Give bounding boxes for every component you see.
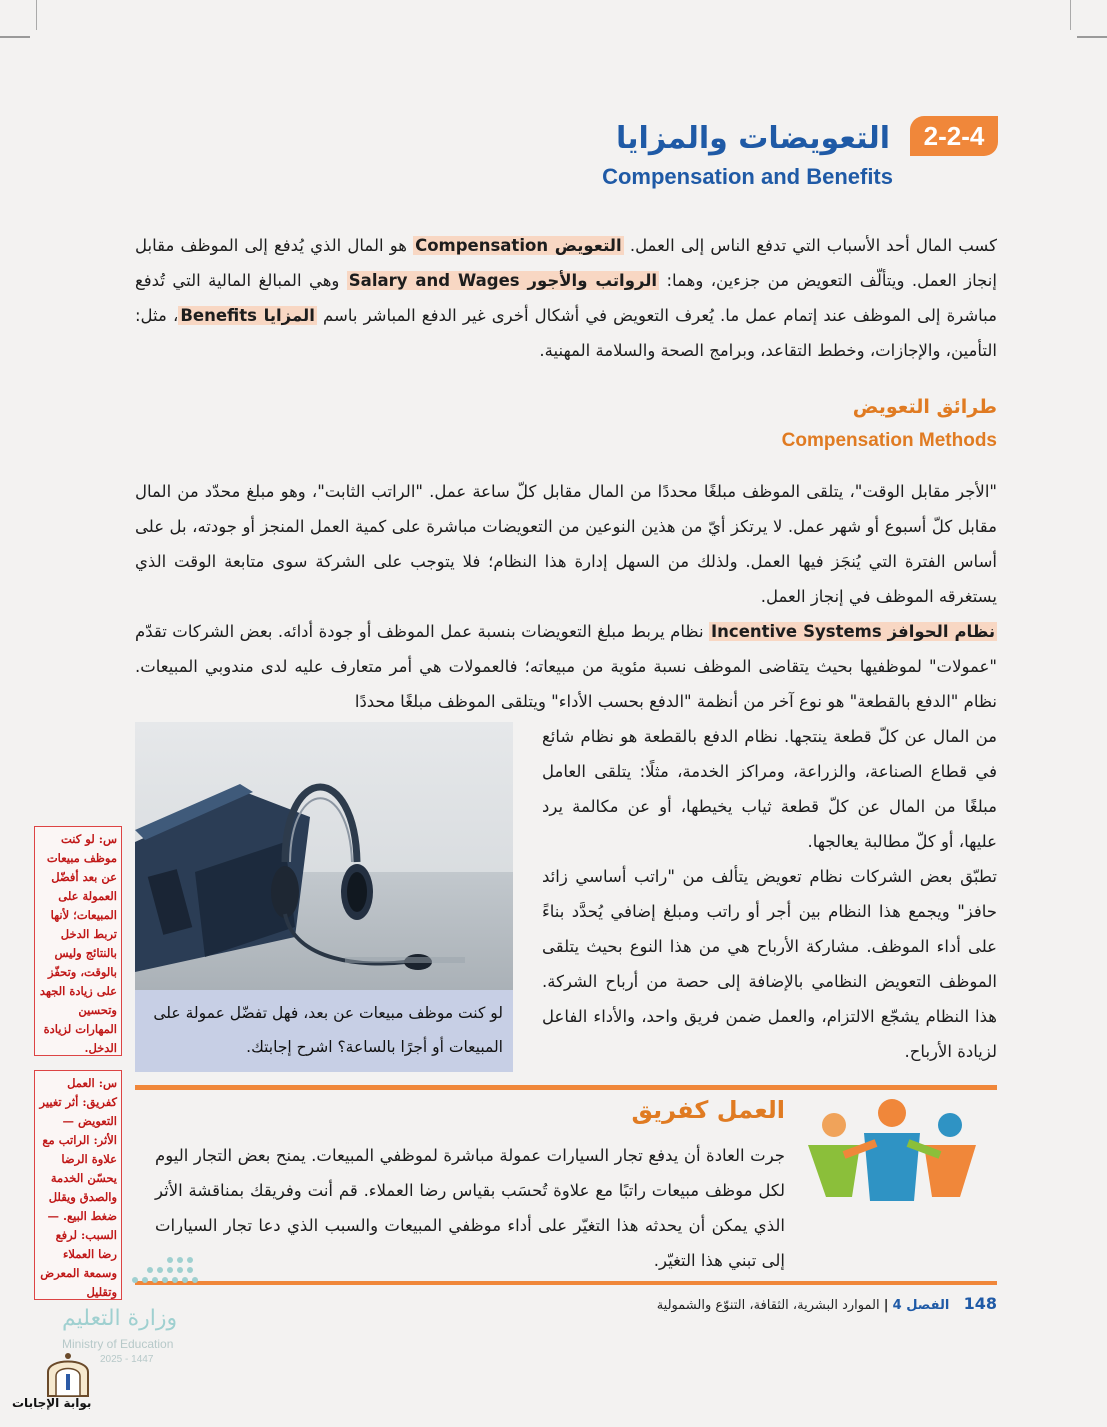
ministry-name-arabic: وزارة التعليم xyxy=(62,1306,178,1331)
teamwork-text: جرت العادة أن يدفع تجار السيارات عمولة مباشرة لموظفي المبيعات. يمنح بعض التجار اليوم لكل موظف مبيعات راتبًا مع علاوة تُحسَب بقياس رضا العملاء. قم أنت وفريقك بمناقشة الأثر الذي يمكن أن يحدثه هذا التغيّر على أداء موظفي المبيعات والسبب الذي دعا تجار السيارات إلى تبني هذا التغيّر. xyxy=(155,1146,785,1270)
ministry-name-english: Ministry of Education xyxy=(62,1337,174,1351)
margin-note-2: س: العمل كفريق: أثر تغيير التعويض — الأثر: الراتب مع علاوة الرضا يحسّن الخدمة والصدق ويقلل ضغط البيع. — السبب: لرفع رضا العملاء وسمعة المعرض وتقليل xyxy=(34,1070,122,1300)
headset-phone-illustration xyxy=(135,722,513,990)
term-incentive-systems: نظام الحوافز Incentive Systems xyxy=(711,622,996,641)
methods-paragraph-4: تطبّق بعض الشركات نظام تعويض يتألف من "راتب أساسي زائد حافز" ويجمع هذا النظام بين أجر أو راتب ومبلغ إضافي يُحدَّد بناءً على أداء الموظف. مشاركة الأرباح هي من هذا النوع بحيث يتلقى الموظف التعويض النظامي بالإضافة إلى حصة من أرباح الشركة. هذا النظام يشجّع الالتزام، والعمل ضمن فريق واحد، والأداء الفاعل لزيادة الأرباح. xyxy=(542,867,997,1061)
margin-note-1: س: لو كنت موظف مبيعات عن بعد أفضّل العمولة على المبيعات؛ لأنها تربط الدخل بالنتائج وليس بالوقت، وتحفّز على زيادة الجهد وتحسين المهارات لزيادة الدخل. xyxy=(34,826,122,1056)
intro-text-2: هو المال الذي يُدفع إلى الموظف مقابل إنجاز العمل. ويتألّف التعويض من جزءين، وهما: xyxy=(135,236,997,290)
ministry-dots xyxy=(125,1250,200,1290)
chapter-label: الفصل 4 xyxy=(892,1298,950,1313)
crop-mark-vertical-left xyxy=(36,0,37,30)
headset-photo xyxy=(135,722,513,990)
intro-paragraph xyxy=(135,228,997,368)
section-title-arabic: التعويضات والمزايا xyxy=(616,121,890,156)
section-title-english: Compensation and Benefits xyxy=(602,164,893,189)
portal-name: بوابة الإجابات xyxy=(12,1396,92,1410)
term-benefits: المزايا Benefits xyxy=(180,306,315,325)
teamwork-bottom-rule xyxy=(135,1281,997,1285)
crop-mark-left xyxy=(0,36,30,38)
methods-title-arabic: طرائق التعويض xyxy=(852,396,997,418)
term-compensation: التعويض Compensation xyxy=(415,236,622,255)
methods-title-english: Compensation Methods xyxy=(781,430,997,451)
page-footer xyxy=(657,1294,997,1313)
dots-pattern-icon xyxy=(125,1250,200,1290)
methods-paragraph-1: "الأجر مقابل الوقت"، يتلقى الموظف مبلغًا محددًا من المال مقابل كلّ ساعة عمل. "الراتب الثابت"، وهو مبلغ محدّد من المال مقابل كلّ أسبوع أو شهر عمل. لا يرتكز أيّ من هذين النوعين من التعويضات مباشرة على كمية العمل المنجز أو جودته، بل على أساس الفترة التي يُنجَز فيها العمل. ولذلك من السهل إدارة هذا النظام؛ فلا يتوجب على الشركة سوى متابعة الوقت الذي يستغرقه الموظف في إنجاز العمل. xyxy=(135,482,997,606)
teamwork-top-rule xyxy=(135,1085,997,1090)
footer-separator: | xyxy=(883,1298,889,1313)
ministry-year: 2025 - 1447 xyxy=(100,1354,154,1365)
methods-paragraph-2 xyxy=(135,614,997,719)
photo-caption: لو كنت موظف مبيعات عن بعد، فهل تفضّل عمولة على المبيعات أو أجرًا بالساعة؟ اشرح إجابتك. xyxy=(135,990,513,1072)
intro-text-4: ، مثل: التأمين، والإجازات، وخطط التقاعد، وبرامج الصحة والسلامة المهنية. xyxy=(135,306,997,360)
chapter-title: الموارد البشرية، الثقافة، التنوّع والشمولية xyxy=(656,1298,880,1313)
section-number-badge: 2-2-4 xyxy=(910,116,998,156)
team-people-icon xyxy=(804,1097,980,1205)
methods-paragraph-3: من المال عن كلّ قطعة ينتجها. نظام الدفع بالقطعة هو نظام شائع في قطاع الصناعة، والزراعة، ومراكز الخدمة، مثلًا: يتلقى العامل مبلغًا من المال عن كلّ قطعة ثياب يخيطها، أو عن مكالمة يرد عليها، أو كلّ مطالبة يعالجها. xyxy=(542,727,997,851)
intro-text-3: وهي المبالغ المالية التي تُدفع مباشرة إلى الموظف عند إتمام عمل ما. يُعرف التعويض في أشكال أخرى غير الدفع المباشر باسم xyxy=(135,271,998,325)
teamwork-title: العمل كفريق xyxy=(631,1096,785,1124)
incentive-text: نظام يربط مبلغ التعويضات بنسبة عمل الموظف أو جودة أدائه. بعض الشركات تقدّم "عمولات" لموظفيها بحيث يتقاضى الموظف نسبة مئوية من مبيعاته؛ فالعمولات هي أمر متعارف عليه لدى مندوبي المبيعات. نظام "الدفع بالقطعة" هو نوع آخر من أنظمة "الدفع بحسب الأداء" ويتلقى الموظف مبلغًا محددًا xyxy=(135,622,997,711)
portal-logo xyxy=(42,1350,94,1398)
teamwork-icon xyxy=(804,1097,980,1205)
crop-mark-right xyxy=(1077,36,1107,38)
mosque-dome-icon xyxy=(42,1350,94,1398)
intro-text-1: كسب المال أحد الأسباب التي تدفع الناس إلى العمل. xyxy=(623,236,997,255)
crop-mark-vertical-right xyxy=(1070,0,1071,30)
page-number: 148 xyxy=(963,1294,997,1313)
term-salary-wages: الرواتب والأجور Salary and Wages xyxy=(348,271,658,290)
